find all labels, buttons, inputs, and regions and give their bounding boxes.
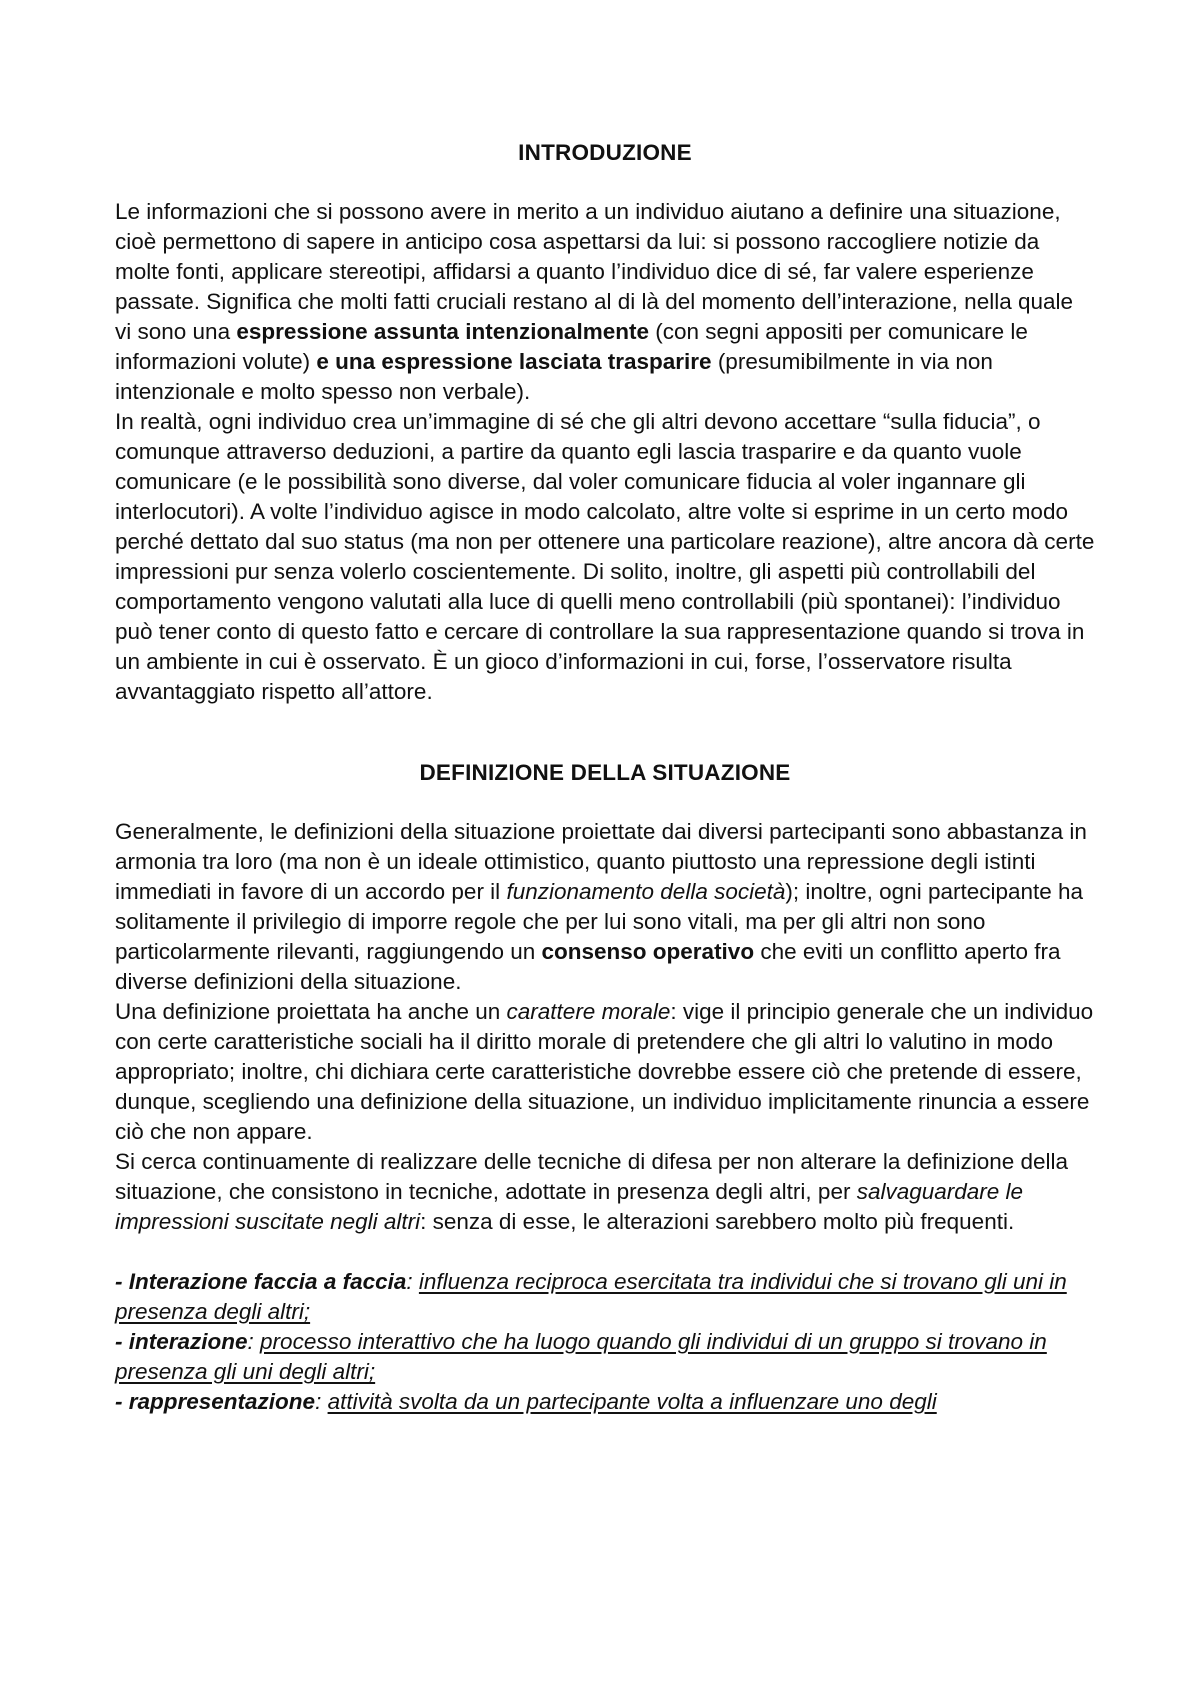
bold-text: espressione assunta intenzionalmente — [236, 319, 649, 344]
definition-separator: : — [406, 1269, 419, 1294]
paragraph — [115, 817, 1095, 997]
text-run: In realtà, ogni individuo crea un’immagine di sé che gli altri devono accettare “sulla fiducia”, o comunque attraverso deduzioni, a partire da quanto egli lascia trasparire e da quanto vuole comunicare (e le possibilità sono diverse, dal voler comunicare fiducia al voler ingannare gli interlocutori). A volte l’individuo agisce in modo calcolato, altre volte si esprime in un certo modo perché dettato dal suo status (ma non per ottenere una particolare reazione), altre ancora dà certe impressioni pur senza volerlo coscientemente. Di solito, inoltre, gli aspetti più controllabili del comportamento vengono valutati alla luce di quelli meno controllabili (più spontanei): l’individuo può tener conto di questo fatto e cercare di controllare la sua rappresentazione quando si trova in un ambiente in cui è osservato. È un gioco d’informazioni in cui, forse, l’osservatore risulta avvantaggiato rispetto all’attore. — [115, 409, 1095, 704]
bold-text: consenso operativo — [541, 939, 755, 964]
section-heading-introduzione: INTRODUZIONE — [518, 140, 692, 165]
definition-term: interazione — [128, 1329, 248, 1354]
definition-separator: : — [315, 1389, 328, 1414]
definition-meaning: attività svolta da un partecipante volta a influenzare uno degli — [327, 1389, 937, 1414]
text-run: : senza di esse, le alterazioni sarebbero molto più frequenti. — [420, 1209, 1015, 1234]
bold-text: e una espressione lasciata trasparire — [316, 349, 712, 374]
paragraph — [115, 1147, 1095, 1237]
text-run: : vige il principio generale che un individuo con certe caratteristiche sociali ha il diritto morale di pretendere che gli altri lo valutino in modo appropriato; inoltre, chi dichiara certe caratteristiche dovrebbe essere ciò che pretende di essere, dunque, scegliendo una definizione della situazione, un individuo implicitamente rinuncia a essere ciò che non appare. — [115, 999, 1094, 1144]
italic-text: carattere morale — [506, 999, 671, 1024]
text-run: (presumibilmente in via non intenzionale e molto spesso non verbale). — [115, 349, 993, 404]
text-run: Una definizione proiettata ha anche un — [115, 999, 507, 1024]
paragraph — [115, 197, 1095, 407]
text-run: Generalmente, le definizioni della situazione proiettate dai diversi partecipanti sono abbastanza in armonia tra loro (ma non è un ideale ottimistico, quanto piuttosto una repressione degli istinti immediati in favore di un accordo per il — [115, 819, 1087, 904]
text-run: che eviti un conflitto aperto fra diverse definizioni della situazione. — [115, 939, 1061, 994]
text-run: Si cerca continuamente di realizzare delle tecniche di difesa per non alterare la definizione della situazione, che consistono in tecniche, adottate in presenza degli altri, per — [115, 1149, 1069, 1204]
definition-meaning: influenza reciproca esercitata tra individui che si trovano gli uni in presenza degli altri; — [115, 1269, 1067, 1324]
definition-separator: : — [247, 1329, 261, 1354]
section-body-introduzione — [115, 197, 1095, 707]
paragraph — [115, 407, 1095, 707]
paragraph — [115, 997, 1095, 1147]
italic-text: salvaguardare le impressioni suscitate negli altri — [115, 1179, 1024, 1234]
text-run: ); inoltre, ogni partecipante ha solitamente il privilegio di imporre regole che per lui sono vitali, ma per gli altri non sono particolarmente rilevanti, raggiungendo un — [115, 879, 1084, 964]
definition-meaning: processo interattivo che ha luogo quando gli individui di un gruppo si trovano in presenza gli uni degli altri; — [115, 1329, 1047, 1384]
definition-dash: - — [115, 1329, 129, 1354]
definition-item — [115, 1327, 1095, 1387]
document-body — [115, 138, 1095, 1417]
text-run: Le informazioni che si possono avere in merito a un individuo aiutano a definire una situazione, cioè permettono di sapere in anticipo cosa aspettarsi da lui: si possono raccogliere notizie da molte fonti, applicare stereotipi, affidarsi a quanto l’individuo dice di sé, far valere esperienze passate. Significa che molti fatti cruciali restano al di là del momento dell’interazione, nella quale vi sono una — [115, 199, 1074, 344]
section-body-definizione-situazione — [115, 817, 1095, 1237]
definition-item — [115, 1387, 1095, 1417]
italic-text: funzionamento della società — [506, 879, 786, 904]
definition-term: rappresentazione — [128, 1389, 316, 1414]
text-run: (con segni appositi per comunicare le informazioni volute) — [115, 319, 1028, 374]
definition-dash: - — [115, 1269, 129, 1294]
section-heading-definizione-situazione: DEFINIZIONE DELLA SITUAZIONE — [419, 760, 791, 785]
definition-term: Interazione faccia a faccia — [128, 1269, 407, 1294]
definitions-list — [115, 1267, 1095, 1417]
definition-dash: - — [115, 1389, 129, 1414]
definition-item — [115, 1267, 1095, 1327]
